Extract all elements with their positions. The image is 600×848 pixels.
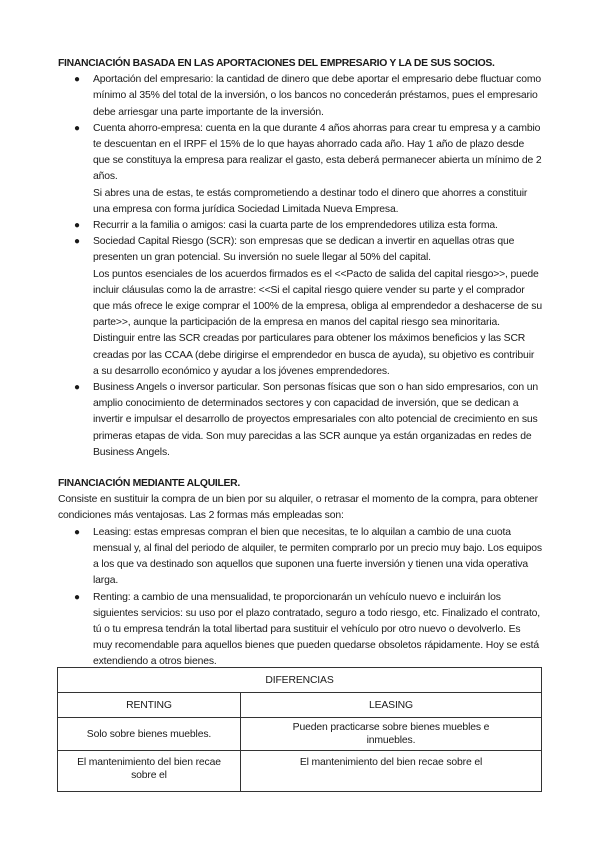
- list-item: [74, 218, 542, 234]
- bullet-icon: ●: [74, 526, 80, 538]
- list-item: [74, 525, 542, 590]
- section-heading-alquiler: FINANCIACIÓN MEDIANTE ALQUILER.: [58, 478, 240, 490]
- list-item-text: Aportación del empresario: la cantidad de dinero que debe aportar el empresario debe fluctuar como mínimo al 35% del total de la inversión, o los bancos no concederán préstamos, pues el empresario debe arriesgar una parte importante de la inversión.: [93, 74, 541, 118]
- table-row: [58, 718, 542, 751]
- list-item: [74, 121, 542, 218]
- table-title: DIFERENCIAS: [58, 668, 542, 693]
- bullet-icon: ●: [74, 74, 80, 86]
- bullet-icon: ●: [74, 236, 80, 248]
- section-heading-aportaciones: FINANCIACIÓN BASADA EN LAS APORTACIONES DEL EMPRESARIO Y LA DE SUS SOCIOS.: [58, 58, 495, 69]
- bullet-icon: ●: [74, 220, 80, 232]
- list-item: [74, 590, 542, 671]
- table-cell: Solo sobre bienes muebles.: [58, 718, 241, 751]
- document-page: [58, 56, 542, 671]
- section-intro: Consiste en sustituir la compra de un bien por su alquiler, o retrasar el momento de la compra, para obtener condiciones más ventajosas. Las 2 formas más empleadas son:: [58, 494, 538, 522]
- list-item: [74, 234, 542, 380]
- list-item-extra: Si abres una de estas, te estás comprometiendo a destinar todo el dinero que ahorres a constituir una empresa con forma jurídica Sociedad Limitada Nueva Empresa.: [93, 187, 528, 215]
- diferencias-table: [57, 667, 542, 792]
- list-item-text: Leasing: estas empresas compran el bien que necesitas, te lo alquilan a cambio de una cuota mensual y, al final del periodo de alquiler, te permiten comprarlo por un precio muy bajo. Los equipos a los que va destinado son aquellos que suponen una fuerte inversión y tienen una vida operativa larga.: [93, 526, 542, 587]
- bullet-icon: ●: [74, 122, 80, 134]
- bullet-icon: ●: [74, 591, 80, 603]
- table-cell: El mantenimiento del bien recae sobre el: [240, 751, 541, 792]
- list-item: [74, 72, 542, 121]
- list-item: [74, 380, 542, 461]
- bullet-icon: ●: [74, 382, 80, 394]
- table-cell: Pueden practicarse sobre bienes muebles e inmuebles.: [240, 718, 541, 751]
- table-row: [58, 751, 542, 792]
- list-item-extra: Los puntos esenciales de los acuerdos firmados es el <<Pacto de salida del capital riesgo>>, puede incluir cláusulas como la de arrastre: <<Si el capital riesgo quiere vender su parte y el comprador que más ofrece le exige comprar el 100% de la empresa, obliga al emprendedor a deshacerse de su parte>>, aunque la participación de la empresa en manos del capital riesgo sea minoritaria.: [93, 268, 542, 329]
- list-item-extra: Distinguir entre las SCR creadas por particulares para obtener los máximos beneficios y las SCR creadas por las CCAA (debe dirigirse el emprendedor en busca de ayuda), su objetivo es contribuir a su desarrollo económico y ayudar a los jóvenes emprendedores.: [93, 333, 535, 377]
- list-item-text: Renting: a cambio de una mensualidad, te proporcionarán un vehículo nuevo e incluirán los siguientes servicios: su uso por el plazo contratado, seguro a todo riesgo, etc. Finalizado el contrato, tú o tu empresa tendrán la total libertad para sustituir el vehículo por otro nuevo o devolverlo. Es muy recomendable para aquellos bienes que pueden quedarse obsoletos rápidamente. Hoy se está extendiendo a otros bienes.: [93, 591, 541, 668]
- alquiler-list: [58, 525, 542, 671]
- table-header-renting: RENTING: [58, 693, 241, 718]
- aportaciones-list: [58, 72, 542, 461]
- list-item-text: Business Angels o inversor particular. Son personas físicas que son o han sido empresarios, con un amplio conocimiento de determinados sectores y con capacidad de inversión, que se dedican a invertir e impulsar el desarrollo de proyectos empresariales con alto potencial de crecimiento en sus primeras etapas de vida. Son muy parecidas a las SCR aunque ya están organizadas en redes de Business Angels.: [93, 382, 539, 458]
- table-header-leasing: LEASING: [240, 693, 541, 718]
- table-cell: El mantenimiento del bien recae sobre el: [58, 751, 241, 792]
- list-item-text: Sociedad Capital Riesgo (SCR): son empresas que se dedican a invertir en aquellas otras que presenten un gran potencial. Su inversión no suele llegar al 50% del capital.: [93, 236, 515, 264]
- list-item-text: Cuenta ahorro-empresa: cuenta en la que durante 4 años ahorras para crear tu empresa y a cambio te descuentan en el IRPF el 15% de lo que hayas ahorrado cada año. Hay 1 año de plazo desde que se constituya la empresa para realizar el gasto, esta deberá permanecer abierta un mínimo de 2 años.: [93, 122, 542, 183]
- list-item-text: Recurrir a la familia o amigos: casi la cuarta parte de los emprendedores utiliza esta forma.: [93, 220, 498, 232]
